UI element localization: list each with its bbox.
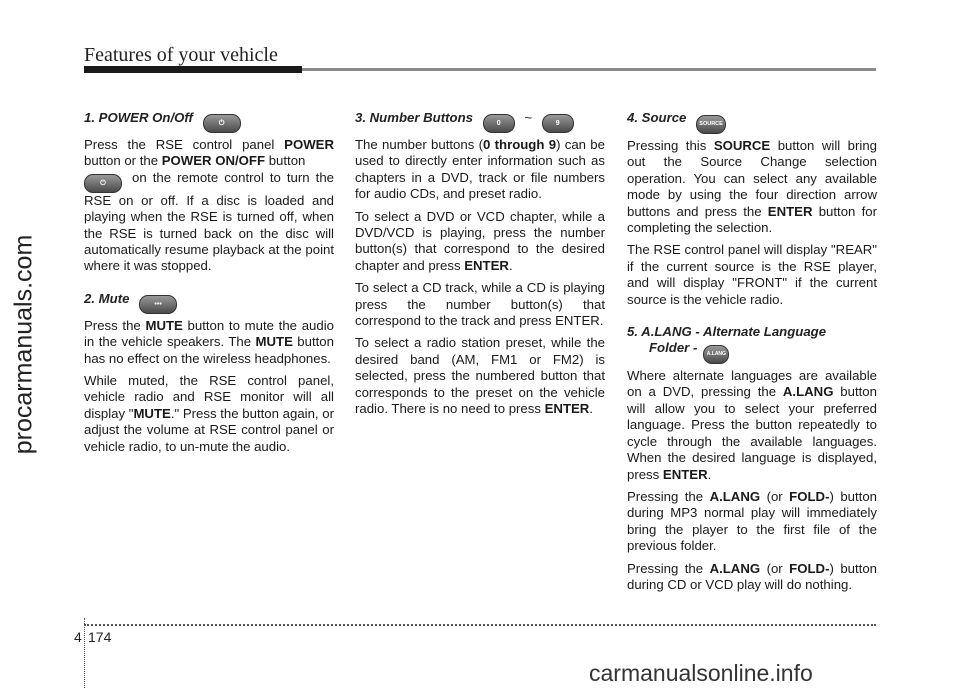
power-paragraph-1: Press the RSE control panel POWER button or the POWER ON/OFF button ⏻ on the remote control to turn the RSE on or off. If a disc is loaded and playing when the RSE is turned off, when the RSE is turned back on the disc will automatically resume playback at the point where it was stopped.: [84, 137, 334, 274]
column-2: [355, 110, 605, 424]
footer-rule: [84, 624, 876, 626]
watermark-left-text: procarmanuals.com: [9, 234, 38, 455]
section-heading-power: 1. POWER On/Off ⏻: [84, 110, 334, 133]
chapter-number: 4: [74, 629, 82, 645]
page-number: 174: [88, 629, 112, 645]
number-9-button-icon: 9: [542, 114, 574, 133]
column-1: [84, 110, 334, 461]
column-3: [627, 110, 877, 599]
power-button-icon: ⏻: [203, 114, 241, 133]
power-onoff-button-icon: ⏻: [84, 174, 122, 193]
alang-paragraph-1: Where alternate languages are available on a DVD, pressing the A.LANG button will allow you to select your preferred language. Press the button repeatedly to cycle through the available languages. When the desired language is displayed, press ENTER.: [627, 368, 877, 482]
number-paragraph-1: The number buttons (0 through 9) can be used to directly enter information such as chapters in a DVD, track or file numbers for audio CDs, and preset radio.: [355, 137, 605, 202]
page-header-title: Features of your vehicle: [84, 44, 278, 66]
section-heading-alang: 5. A.LANG - Alternate Language Folder - A.LANG: [627, 324, 877, 364]
number-paragraph-2: To select a DVD or VCD chapter, while a DVD/VCD is playing, press the number button(s) that correspond to the desired chapter and press ENTER.: [355, 208, 605, 273]
watermark-left: [4, 0, 44, 689]
number-0-button-icon: 0: [483, 114, 515, 133]
alang-paragraph-2: Pressing the A.LANG (or FOLD-) button during MP3 normal play will immediately bring the player to the first file of the previous folder.: [627, 488, 877, 554]
source-paragraph-2: The RSE control panel will display "REAR" if the current source is the RSE player, and will display "FRONT" if the current source is the vehicle radio.: [627, 242, 877, 307]
section-heading-number-buttons: 3. Number Buttons 0 ~ 9: [355, 110, 605, 133]
watermark-bottom: carmanualsonline.info: [589, 660, 813, 686]
header-accent-bar: [84, 66, 302, 73]
mute-paragraph-1: Press the MUTE button to mute the audio in the vehicle speakers. The MUTE button has no effect on the wireless headphones.: [84, 317, 334, 366]
alang-button-icon: A.LANG: [703, 345, 729, 364]
source-paragraph-1: Pressing this SOURCE button will bring out the Source Change selection operation. You can select any available mode by using the four direction arrow buttons and press the ENTER button for completing the selection.: [627, 138, 878, 236]
alang-paragraph-3: Pressing the A.LANG (or FOLD-) button during CD or VCD play will do nothing.: [627, 560, 877, 592]
number-paragraph-3: To select a CD track, while a CD is playing press the number button(s) that correspond to the track and press ENTER.: [355, 280, 605, 329]
section-heading-source: 4. Source SOURCE: [627, 110, 877, 134]
section-heading-mute: 2. Mute •••: [84, 291, 334, 314]
source-button-icon: SOURCE: [696, 115, 726, 134]
mute-paragraph-2: While muted, the RSE control panel, vehicle radio and RSE monitor will all display "MUTE." Press the button again, or adjust the volume at RSE control panel or vehicle radio, to un-mute the audio.: [84, 373, 334, 454]
mute-button-icon: •••: [139, 295, 177, 314]
number-paragraph-4: To select a radio station preset, while the desired band (AM, FM1 or FM2) is selected, press the numbered button that corresponds to the preset on the vehicle radio. There is no need to press ENTER.: [355, 335, 605, 417]
footer-vertical-rule: [84, 618, 85, 688]
